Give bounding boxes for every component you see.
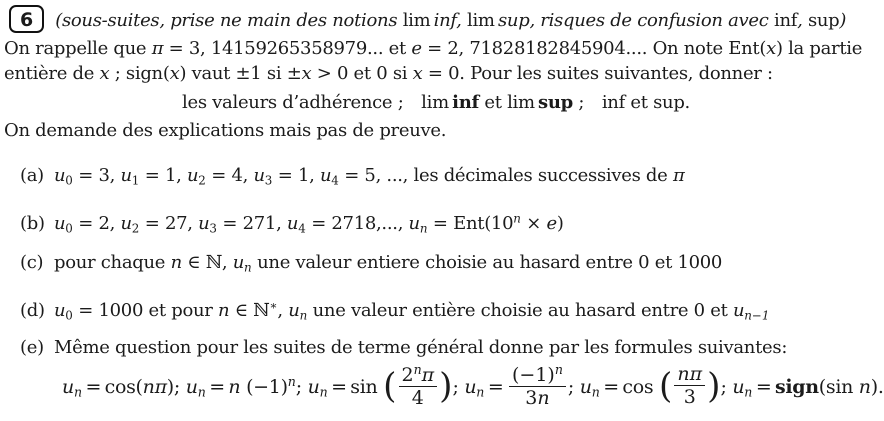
item-content-c: pour chaque n ∈ ℕ, $u_n$ une valeur entiere choisie au hasard entre 0 et 1000 [54,252,723,275]
item-label-b: (b) [20,212,45,234]
note-line: On demande des explications mais pas de preuve. [4,120,447,141]
intro-line-2: entière de x ; sign(x) vaut ±1 si ±x > 0 et 0 si x = 0. Pour les suites suivantes, donner : [4,63,773,84]
adherence-line: les valeurs d’adhérence ; lim inf et lim sup ; inf et sup. [182,92,690,113]
exercise-heading: (sous-suites, prise ne main des notions lim inf, lim sup, risques de confusion avec inf, sup) [55,10,847,31]
exercise-number-box [9,5,44,33]
exercise-number: 6 [20,9,34,31]
item-content-b: $u_0 = 2$, $u_2 = 27$, $u_3 = 271$, $u_4 = 2718$,..., $u_n = Ent(10^n \times e)$ [54,211,564,236]
item-content-a: $u_0 = 3$, $u_1 = 1$, $u_2 = 4$, $u_3 = 1$, $u_4 = 5$, ..., les décimales successives de π [54,165,685,188]
item-label-a: (a) [20,165,44,186]
item-content-d: $u_0 = 1000$ et pour n ∈ ℕ∗, $u_n$ une valeur entière choisie au hasard entre 0 et $u_{n-1}$ [54,298,770,323]
list-item-c [20,250,868,281]
item-label-c: (c) [20,252,44,273]
list-item-d [20,293,868,328]
list-item-a [20,163,868,194]
exercise-header [9,5,868,33]
list-item-b [20,206,868,241]
item-content-e: Même question pour les suites de terme général donne par les formules suivantes: [54,337,788,358]
item-label-d: (d) [20,299,45,321]
item-label-e: (e) [20,337,44,358]
intro-line-1: On rappelle que π = 3, 14159265358979... et e = 2, 71828182845904.... On note Ent(x) la partie [4,38,863,59]
formula-line: $u_n = \cos(n\pi)$; $u_n = n$ $(-1)^n$; $u_n = \sin$ ( $\frac{2^n\pi}{4}$ ); $u_n$ = $\frac{(-1)^n}{3n}$ ; $u_n = \cos$ ( $\frac{n\pi}{3}$ ); $u_n$ = sign(sin n). [62,361,884,410]
